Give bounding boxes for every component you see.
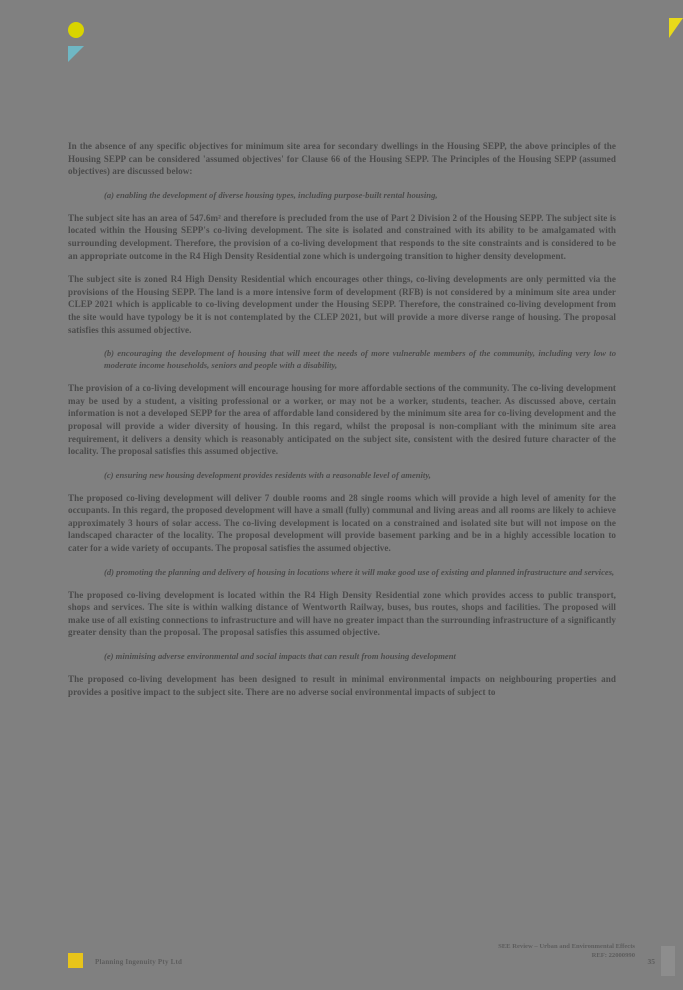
page-footer [0,928,683,990]
logo-dot-icon [68,22,84,38]
clause-subheading: (b) encouraging the development of housing that will meet the needs of more vulnerable members of the community, including very low to moderate income households, seniors and people with a disability, [104,348,616,371]
footer-company-name: Planning Ingenuity Pty Ltd [95,958,183,966]
paragraph: The subject site is zoned R4 High Density Residential which encourages other things, co-living developments are only permitted via the provisions of the Housing SEPP. The land is a more intensive form of development (RFB) is not considered by a minimum site area under CLEP 2021 which is applicable to co-living development under the Housing SEPP. Therefore, the constrained co-living development from the site would have typology be it is not contemplated by the CLEP 2021, but will provide a more diverse range of housing. The proposal satisfies this assumed objective. [68,274,616,335]
clause-subheading: (d) promoting the planning and delivery of housing in locations where it will make good use of existing and planned infrastructure and services, [104,566,615,577]
clause-subheading: (a) enabling the development of diverse housing types, including purpose-built rental housing, [104,189,438,200]
paragraph: The proposed co-living development is located within the R4 High Density Residential zone which provides access to public transport, shops and services. The site is within walking distance of Wentworth Railway, buses, bus routes, shops and facilities. The proposed will make use of all existing connections to infrastructure and will have no greater impact than the surrounding infrastructure of a significantly greater density than the proposal. The proposal satisfies this assumed objective. [68,589,616,638]
paragraph: The proposed co-living development will deliver 7 double rooms and 28 single rooms which will provide a high level of amenity for the occupants. In this regard, the proposed development will have a small (fully) communal and living areas and all rooms are likely to achieve approximately 3 hours of solar access. The co-living development is located on a constrained and isolated site but will not impose on the landscaped character of the locality. The proposal development will provide basement parking and be in a highly accessible location to cater for a wide variety of occupants. The proposal satisfies the assumed objective. [68,492,616,554]
footer-reference-number: REF: 22000990 [591,952,635,959]
footer-reference-title: SEE Review – Urban and Environmental Effects [498,943,635,950]
clause-subheading: (e) minimising adverse environmental and social impacts that can result from housing development [104,651,456,662]
paragraph: The subject site has an area of 547.6m² and therefore is precluded from the use of Part 2 Division 2 of the Housing SEPP. The subject site is located within the Housing SEPP's co-living development. The site is isolated and constrained with its ability to be amalgamated with surrounding development. Therefore, the provision of a co-living development that responds to the site constraints and is considered to be an appropriate outcome in the R4 High Density Residential zone which is undergoing transition to higher density development. [68,212,616,261]
footer-swatch-right-icon [661,946,675,976]
paragraph: In the absence of any specific objectives for minimum site area for secondary dwellings in the Housing SEPP, the above principles of the Housing SEPP can be considered 'assumed objectives' for Clause 66 of the Housing SEPP. The Principles of the Housing SEPP (assumed objectives) are discussed below: [68,141,616,177]
paragraph: The provision of a co-living development will encourage housing for more affordable sections of the community. The co-living development may be used by a student, a visiting professional or a worker, or may not be a worker, students, teacher. As discussed above, certain information is not a developed SEPP for the area of affordable land considered by the minimum site area for co-living development and the proposal will provide a wider diversity of housing. In this regard, whilst the proposal is non-compliant with the minimum site area requirement, it delivers a density which is reasonably anticipated on the subject site, consistent with the desired future character of the locality. The proposal satisfies this assumed objective. [68,383,616,457]
clause-subheading: (c) ensuring new housing development provides residents with a reasonable level of amenity, [104,469,431,480]
footer-swatch-icon [68,953,83,968]
footer-reference [498,942,635,960]
corner-accent-icon [669,18,683,38]
document-body [68,140,616,709]
footer-page-number: 35 [647,957,655,966]
paragraph: The proposed co-living development has been designed to result in minimal environmental impacts on neighbouring properties and provides a positive impact to the subject site. There are no adverse social environmental impacts of subject to [68,674,616,697]
logo-triangle-icon [68,46,84,62]
